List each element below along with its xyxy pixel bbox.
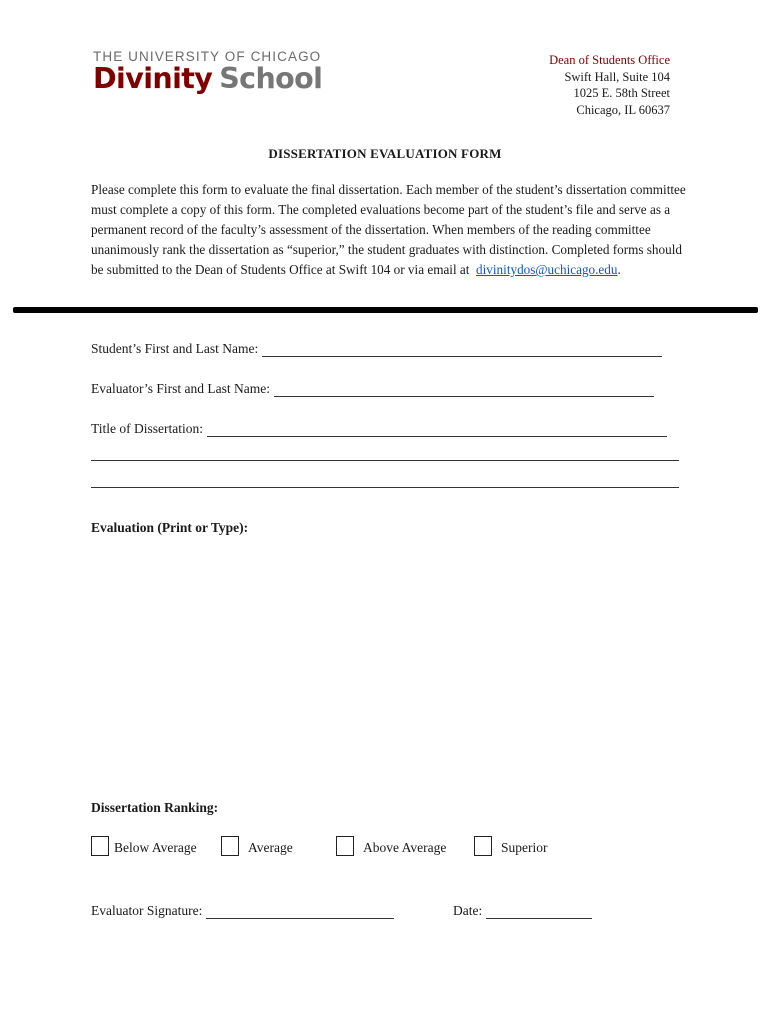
email-link[interactable]: divinitydos@uchicago.edu — [476, 262, 618, 277]
dissertation-title-label: Title of Dissertation: — [91, 421, 204, 436]
evaluator-name-field — [91, 381, 654, 397]
checkbox-above-average[interactable] — [336, 836, 354, 856]
ranking-option-below-average[interactable] — [91, 836, 197, 856]
office-name: Dean of Students Office — [549, 53, 670, 67]
student-name-field — [91, 341, 662, 357]
evaluation-label: Evaluation (Print or Type): — [91, 520, 249, 535]
evaluator-name-label: Evaluator’s First and Last Name: — [91, 381, 270, 396]
checkbox-average[interactable] — [221, 836, 239, 856]
ranking-option-average[interactable] — [221, 836, 293, 856]
logo-word-divinity: Divinity — [93, 62, 213, 95]
ranking-label-superior: Superior — [501, 840, 548, 855]
intro-text: Please complete this form to evaluate the final dissertation. Each member of the student’s dissertation committee must complete a copy of this form. The completed evaluations become part of the student’s file and serve as a permanent record of the faculty’s assessment of the dissertation. When members of the reading committee unanimously rank the dissertation as “superior,” the student graduates with distinction. Completed forms should be submitted to the Dean of Students Office at Swift 104 or via email at — [91, 182, 686, 277]
ranking-label-below-average: Below Average — [114, 840, 197, 855]
address-line-1: Swift Hall, Suite 104 — [564, 69, 670, 84]
ranking-option-superior[interactable] — [474, 836, 548, 856]
ranking-label-average: Average — [248, 840, 293, 855]
address-line-2: 1025 E. 58th Street — [573, 86, 670, 100]
dissertation-title-field — [91, 421, 667, 437]
divinity-school-logo — [93, 49, 322, 95]
logo-university-text: THE UNIVERSITY OF CHICAGO — [93, 49, 322, 64]
student-name-input-line[interactable] — [262, 343, 662, 357]
address-line-3: Chicago, IL 60637 — [576, 102, 670, 117]
evaluator-signature-field — [91, 903, 394, 919]
dissertation-title-line-2[interactable] — [91, 460, 679, 461]
ranking-label: Dissertation Ranking: — [91, 800, 219, 815]
logo-wordmark — [93, 63, 322, 95]
date-field — [453, 903, 592, 919]
form-title: DISSERTATION EVALUATION FORM — [268, 146, 502, 161]
logo-word-school: School — [219, 62, 323, 95]
evaluator-name-input-line[interactable] — [274, 383, 654, 397]
checkbox-below-average[interactable] — [91, 836, 109, 856]
date-input-line[interactable] — [486, 905, 592, 919]
intro-paragraph — [91, 180, 686, 280]
student-name-label: Student’s First and Last Name: — [91, 341, 259, 356]
dissertation-title-input-line[interactable] — [207, 423, 667, 437]
signature-label: Evaluator Signature: — [91, 903, 203, 918]
intro-period: . — [617, 262, 621, 277]
checkbox-superior[interactable] — [474, 836, 492, 856]
ranking-option-above-average[interactable] — [336, 836, 446, 856]
ranking-label-above-average: Above Average — [363, 840, 447, 855]
dissertation-title-line-3[interactable] — [91, 487, 679, 488]
signature-input-line[interactable] — [206, 905, 394, 919]
date-label: Date: — [453, 903, 483, 918]
section-divider — [13, 307, 758, 313]
office-address-block — [549, 52, 670, 118]
